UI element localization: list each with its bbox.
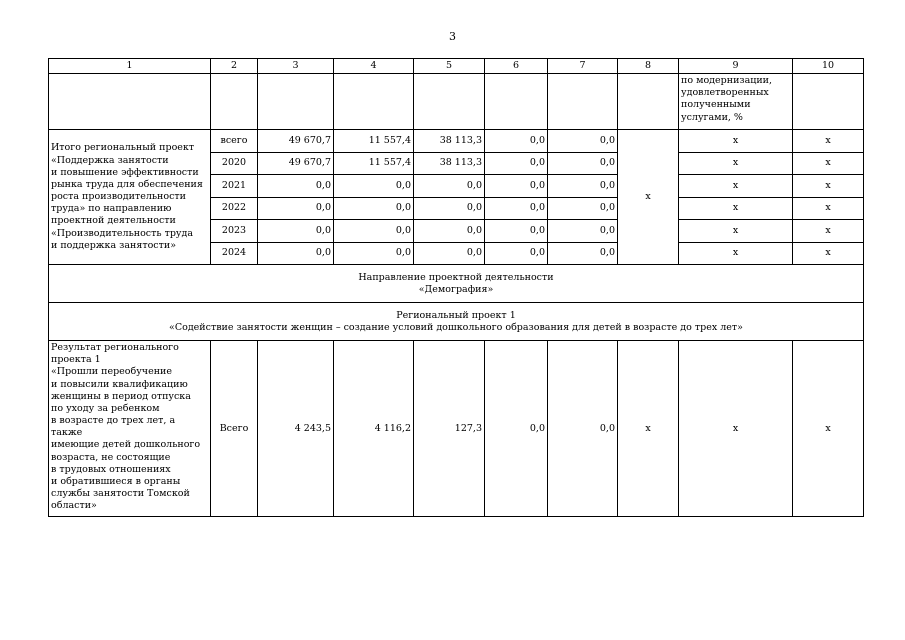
value-cell: х	[793, 175, 864, 198]
value-cell: 0,0	[548, 220, 618, 243]
value-cell: х	[793, 242, 864, 265]
value-cell: 0,0	[548, 130, 618, 153]
value-cell: 0,0	[548, 175, 618, 198]
section-heading-row	[49, 303, 864, 341]
value-cell: 0,0	[485, 341, 548, 517]
col-number: 3	[258, 59, 334, 74]
value-cell: 0,0	[334, 175, 414, 198]
value-cell: х	[793, 130, 864, 153]
table-row	[49, 341, 864, 517]
year-cell: 2024	[211, 242, 258, 265]
value-cell: х	[618, 341, 679, 517]
value-cell: 0,0	[485, 175, 548, 198]
year-cell: 2022	[211, 197, 258, 220]
table-row	[49, 130, 864, 153]
value-cell: 38 113,3	[414, 152, 485, 175]
page-number: 3	[449, 30, 456, 43]
col-number: 8	[618, 59, 679, 74]
year-cell: 2021	[211, 175, 258, 198]
col-number: 2	[211, 59, 258, 74]
value-cell: 0,0	[548, 197, 618, 220]
continued-header-row	[49, 74, 864, 130]
col9-header-continuation: по модернизации, удовлетворенных полученными услугами, %	[679, 74, 793, 130]
value-cell: 49 670,7	[258, 152, 334, 175]
value-cell: 0,0	[548, 242, 618, 265]
value-cell: 38 113,3	[414, 130, 485, 153]
value-cell: 11 557,4	[334, 130, 414, 153]
value-cell: 49 670,7	[258, 130, 334, 153]
value-cell: 11 557,4	[334, 152, 414, 175]
year-cell: всего	[211, 130, 258, 153]
budget-table	[48, 58, 864, 517]
value-cell: 0,0	[485, 152, 548, 175]
total-project-label: Итого региональный проект «Поддержка занятости и повышение эффективности рынка труда для обеспечения роста производительности труда» по направлению проектной деятельности «Производительность труда и поддержка занятости»	[49, 130, 211, 265]
value-cell: 0,0	[548, 152, 618, 175]
value-cell: х	[679, 197, 793, 220]
value-cell: х	[793, 152, 864, 175]
value-cell: х	[793, 220, 864, 243]
year-cell: 2023	[211, 220, 258, 243]
value-cell: 0,0	[414, 197, 485, 220]
value-cell: 0,0	[258, 175, 334, 198]
value-cell: 0,0	[334, 220, 414, 243]
value-cell: 4 116,2	[334, 341, 414, 517]
value-cell: х	[793, 197, 864, 220]
value-cell: 0,0	[414, 242, 485, 265]
project-heading: Региональный проект 1 «Содействие занятости женщин – создание условий дошкольного образования для детей в возрасте до трех лет»	[49, 303, 864, 341]
value-cell: 4 243,5	[258, 341, 334, 517]
col-number: 5	[414, 59, 485, 74]
result-label: Результат регионального проекта 1 «Прошли переобучение и повысили квалификацию женщины в период отпуска по уходу за ребенком в возрасте до трех лет, а также имеющие детей дошкольного возраста, не состоящие в трудовых отношениях и обратившиеся в органы службы занятости Томской области»	[49, 341, 211, 517]
year-cell: Всего	[211, 341, 258, 517]
col-number: 1	[49, 59, 211, 74]
col-number: 7	[548, 59, 618, 74]
value-cell: 0,0	[334, 242, 414, 265]
value-cell: 0,0	[334, 197, 414, 220]
col-number: 4	[334, 59, 414, 74]
value-cell: 0,0	[485, 130, 548, 153]
value-cell: х	[679, 152, 793, 175]
value-cell: 127,3	[414, 341, 485, 517]
section-heading-row	[49, 265, 864, 303]
value-cell: х	[679, 130, 793, 153]
value-cell: 0,0	[485, 220, 548, 243]
col-number: 9	[679, 59, 793, 74]
year-cell: 2020	[211, 152, 258, 175]
value-cell: х	[679, 242, 793, 265]
value-cell: 0,0	[258, 220, 334, 243]
col-number: 6	[485, 59, 548, 74]
value-cell: 0,0	[485, 197, 548, 220]
value-cell: х	[679, 341, 793, 517]
value-cell: 0,0	[485, 242, 548, 265]
column-numbers-row	[49, 59, 864, 74]
value-cell: 0,0	[414, 220, 485, 243]
value-cell: х	[679, 220, 793, 243]
value-cell: х	[618, 130, 679, 265]
value-cell: х	[679, 175, 793, 198]
value-cell: 0,0	[258, 242, 334, 265]
col-number: 10	[793, 59, 864, 74]
value-cell: 0,0	[548, 341, 618, 517]
value-cell: 0,0	[414, 175, 485, 198]
value-cell: 0,0	[258, 197, 334, 220]
value-cell: х	[793, 341, 864, 517]
direction-heading: Направление проектной деятельности «Демография»	[49, 265, 864, 303]
